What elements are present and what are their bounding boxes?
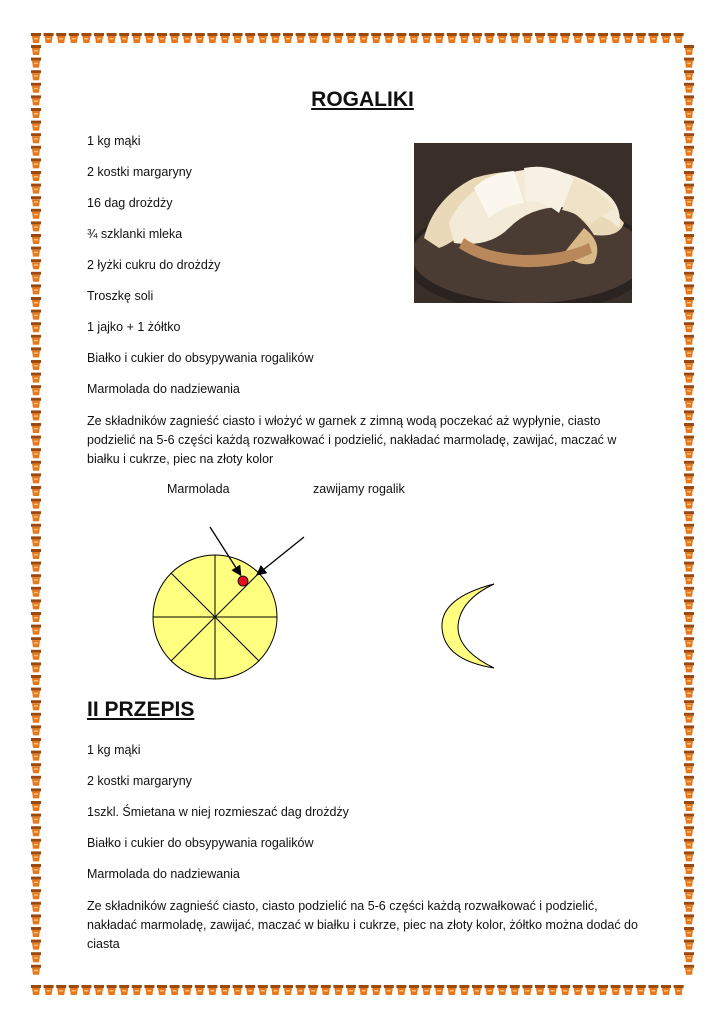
jam-label: Marmolada (167, 482, 230, 496)
ingredient-line: Marmolada do nadziewania (87, 867, 240, 881)
ingredient-line: 1 jajko + 1 żółtko (87, 320, 181, 334)
recipe-title: ROGALIKI (311, 88, 414, 111)
ingredient-line: ¾ szklanki mleka (87, 227, 183, 241)
ingredient-line: 2 kostki margaryny (87, 774, 192, 788)
ingredient-line: Białko i cukier do obsypywania rogalików (87, 351, 314, 365)
ingredient-line: 1szkl. Śmietana w niej rozmieszać dag drożdży (87, 805, 349, 819)
ingredient-line: 2 łyżki cukru do drożdży (87, 258, 221, 272)
arrow-roll-direction (258, 537, 304, 574)
ingredient-line: 1 kg mąki (87, 134, 141, 148)
ingredient-line: Marmolada do nadziewania (87, 382, 240, 396)
croissant-photo (414, 143, 632, 303)
recipe2-title: II PRZEPIS (87, 698, 195, 721)
method-paragraph: Ze składników zagnieść ciasto i włożyć w garnek z zimną wodą poczekać aż wypłynie, ciasto podzielić na 5-6 części każdą rozwałkować i podzielić, nakładać marmoladę, zawijać, maczać w białku i cukrze, piec na złoty kolor (87, 414, 617, 466)
dough-diagram (140, 520, 340, 680)
ingredient-line: 2 kostki margaryny (87, 165, 192, 179)
ingredient-line: 1 kg mąki (87, 743, 141, 757)
ingredient-line: 16 dag drożdży (87, 196, 173, 210)
roll-label: zawijamy rogalik (313, 482, 405, 496)
ingredient-line: Troszkę soli (87, 289, 154, 303)
method-paragraph: Ze składników zagnieść ciasto, ciasto podzielić na 5-6 części każdą rozwałkować i podzielić, nakładać marmoladę, zawijać, maczać w białku i cukrze, piec na złoty kolor, żółtko można dodać do ciasta (87, 899, 638, 951)
ingredient-line: Białko i cukier do obsypywania rogalików (87, 836, 314, 850)
crescent-roll (435, 578, 500, 673)
jam-dot (238, 576, 248, 586)
